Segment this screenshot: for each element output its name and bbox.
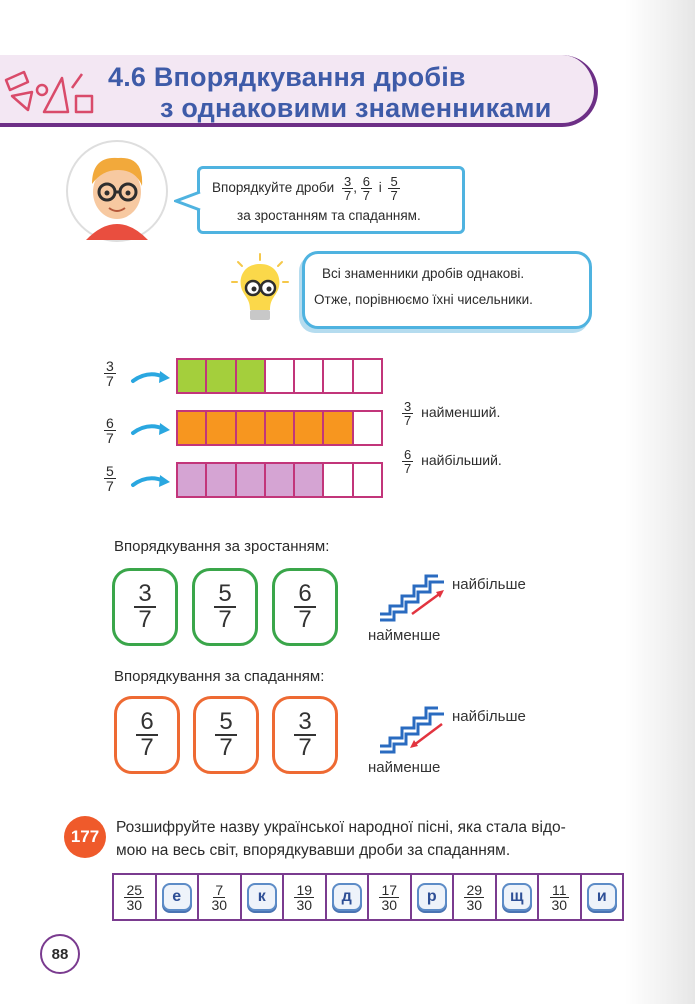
cipher-fraction: $\frac{11}{30}$ xyxy=(537,875,580,919)
ascending-card-1: $\frac{3}{7}$ xyxy=(112,568,178,646)
strip-cell-empty xyxy=(352,410,383,446)
descending-heading: Впорядкування за спаданням: xyxy=(114,668,325,685)
teacher-instruction-line2: за зростанням та спаданням. xyxy=(237,208,421,223)
strip-cell-filled xyxy=(235,358,266,394)
strip-label-6-7: $\frac{6}{7}$ xyxy=(106,415,114,446)
page-edge-shadow xyxy=(625,0,695,1004)
strip-cell-filled xyxy=(264,462,295,498)
strip-cell-empty xyxy=(322,462,353,498)
cipher-fraction: $\frac{29}{30}$ xyxy=(452,875,495,919)
exercise-text-line2: мою на весь світ, впорядкувавши дроби за спаданням. xyxy=(116,842,511,859)
teacher-avatar xyxy=(62,140,172,242)
cipher-letter-cell xyxy=(155,875,198,919)
exercise-text-line1: Розшифруйте назву української народної пісні, яка стала відо- xyxy=(116,819,566,836)
fraction-strip-3-7 xyxy=(176,358,383,394)
geometry-tools-icon xyxy=(2,62,102,122)
ascending-card-3: $\frac{6}{7}$ xyxy=(272,568,338,646)
fraction-5-7: $\frac{5}{7}$ xyxy=(390,174,398,203)
strip-cell-filled xyxy=(235,410,266,446)
arrow-right-icon xyxy=(130,472,174,490)
strip-cell-empty xyxy=(352,358,383,394)
strip-cell-empty xyxy=(322,358,353,394)
descending-smallest-label: найменше xyxy=(368,759,441,776)
strip-cell-empty xyxy=(293,358,324,394)
fraction-6-7: $\frac{6}{7}$ xyxy=(362,174,370,203)
section-title-line1: 4.6 Впорядкування дробів xyxy=(108,62,466,92)
cipher-fraction: $\frac{7}{30}$ xyxy=(197,875,240,919)
strip-cell-filled xyxy=(205,462,236,498)
letter-tile: и xyxy=(587,883,617,911)
strip-label-5-7: $\frac{5}{7}$ xyxy=(106,463,114,494)
strip-cell-filled xyxy=(176,410,207,446)
strip-cell-filled xyxy=(176,358,207,394)
letter-tile: к xyxy=(247,883,277,911)
fraction-strip-5-7 xyxy=(176,462,383,498)
strip-cell-filled xyxy=(235,462,266,498)
ascending-largest-label: найбільше xyxy=(452,576,526,593)
cipher-letter-cell xyxy=(580,875,623,919)
descending-card-1: $\frac{6}{7}$ xyxy=(114,696,180,774)
strip-cell-filled xyxy=(205,410,236,446)
cipher-fraction: $\frac{19}{30}$ xyxy=(282,875,325,919)
cipher-table xyxy=(112,873,624,921)
cipher-fraction: $\frac{25}{30}$ xyxy=(126,881,143,913)
strip-cell-filled xyxy=(322,410,353,446)
lightbulb-icon xyxy=(228,252,292,328)
cipher-fraction: $\frac{17}{30}$ xyxy=(367,875,410,919)
hint-line1: Всі знаменники дробів однакові. xyxy=(322,266,525,281)
conclusion-smallest: $\frac{3}{7}$ найменший. xyxy=(404,399,501,428)
descending-largest-label: найбільше xyxy=(452,708,526,725)
letter-tile: е xyxy=(162,883,192,911)
speech-bubble-tail xyxy=(174,190,201,212)
arrow-right-icon xyxy=(130,368,174,386)
letter-tile: д xyxy=(332,883,362,911)
ascending-smallest-label: найменше xyxy=(368,627,441,644)
conclusion-largest: $\frac{6}{7}$ найбільший. xyxy=(404,447,502,476)
cipher-letter-cell xyxy=(325,875,368,919)
arrow-right-icon xyxy=(130,420,174,438)
ascending-stairs-icon xyxy=(378,572,454,624)
fraction-3-7: $\frac{3}{7}$ xyxy=(343,174,352,203)
cipher-letter-cell xyxy=(410,875,453,919)
strip-cell-filled xyxy=(293,462,324,498)
strip-cell-empty xyxy=(264,358,295,394)
teacher-instruction-line1: Впорядкуйте дроби $\frac{3}{7}$ , $\frac{6}{7}$ і $\frac{5}{7}$ xyxy=(212,174,398,203)
cipher-letter-cell xyxy=(240,875,283,919)
hint-speech-bubble xyxy=(302,251,592,329)
descending-stairs-icon xyxy=(378,704,454,756)
strip-label-3-7: $\frac{3}{7}$ xyxy=(106,358,114,389)
strip-cell-filled xyxy=(293,410,324,446)
exercise-number-badge: 177 xyxy=(64,816,106,858)
cipher-letter-cell xyxy=(495,875,538,919)
page-number: 88 xyxy=(40,934,80,974)
descending-card-3: $\frac{3}{7}$ xyxy=(272,696,338,774)
strip-cell-empty xyxy=(352,462,383,498)
letter-tile: р xyxy=(417,883,447,911)
ascending-heading: Впорядкування за зростанням: xyxy=(114,538,330,555)
strip-cell-filled xyxy=(205,358,236,394)
strip-cell-filled xyxy=(176,462,207,498)
ascending-card-2: $\frac{5}{7}$ xyxy=(192,568,258,646)
letter-tile: щ xyxy=(502,883,532,911)
section-title-line2: з однаковими знаменниками xyxy=(160,93,552,123)
hint-line2: Отже, порівнюємо їхні чисельники. xyxy=(314,292,533,307)
strip-cell-filled xyxy=(264,410,295,446)
descending-card-2: $\frac{5}{7}$ xyxy=(193,696,259,774)
fraction-strip-6-7 xyxy=(176,410,383,446)
